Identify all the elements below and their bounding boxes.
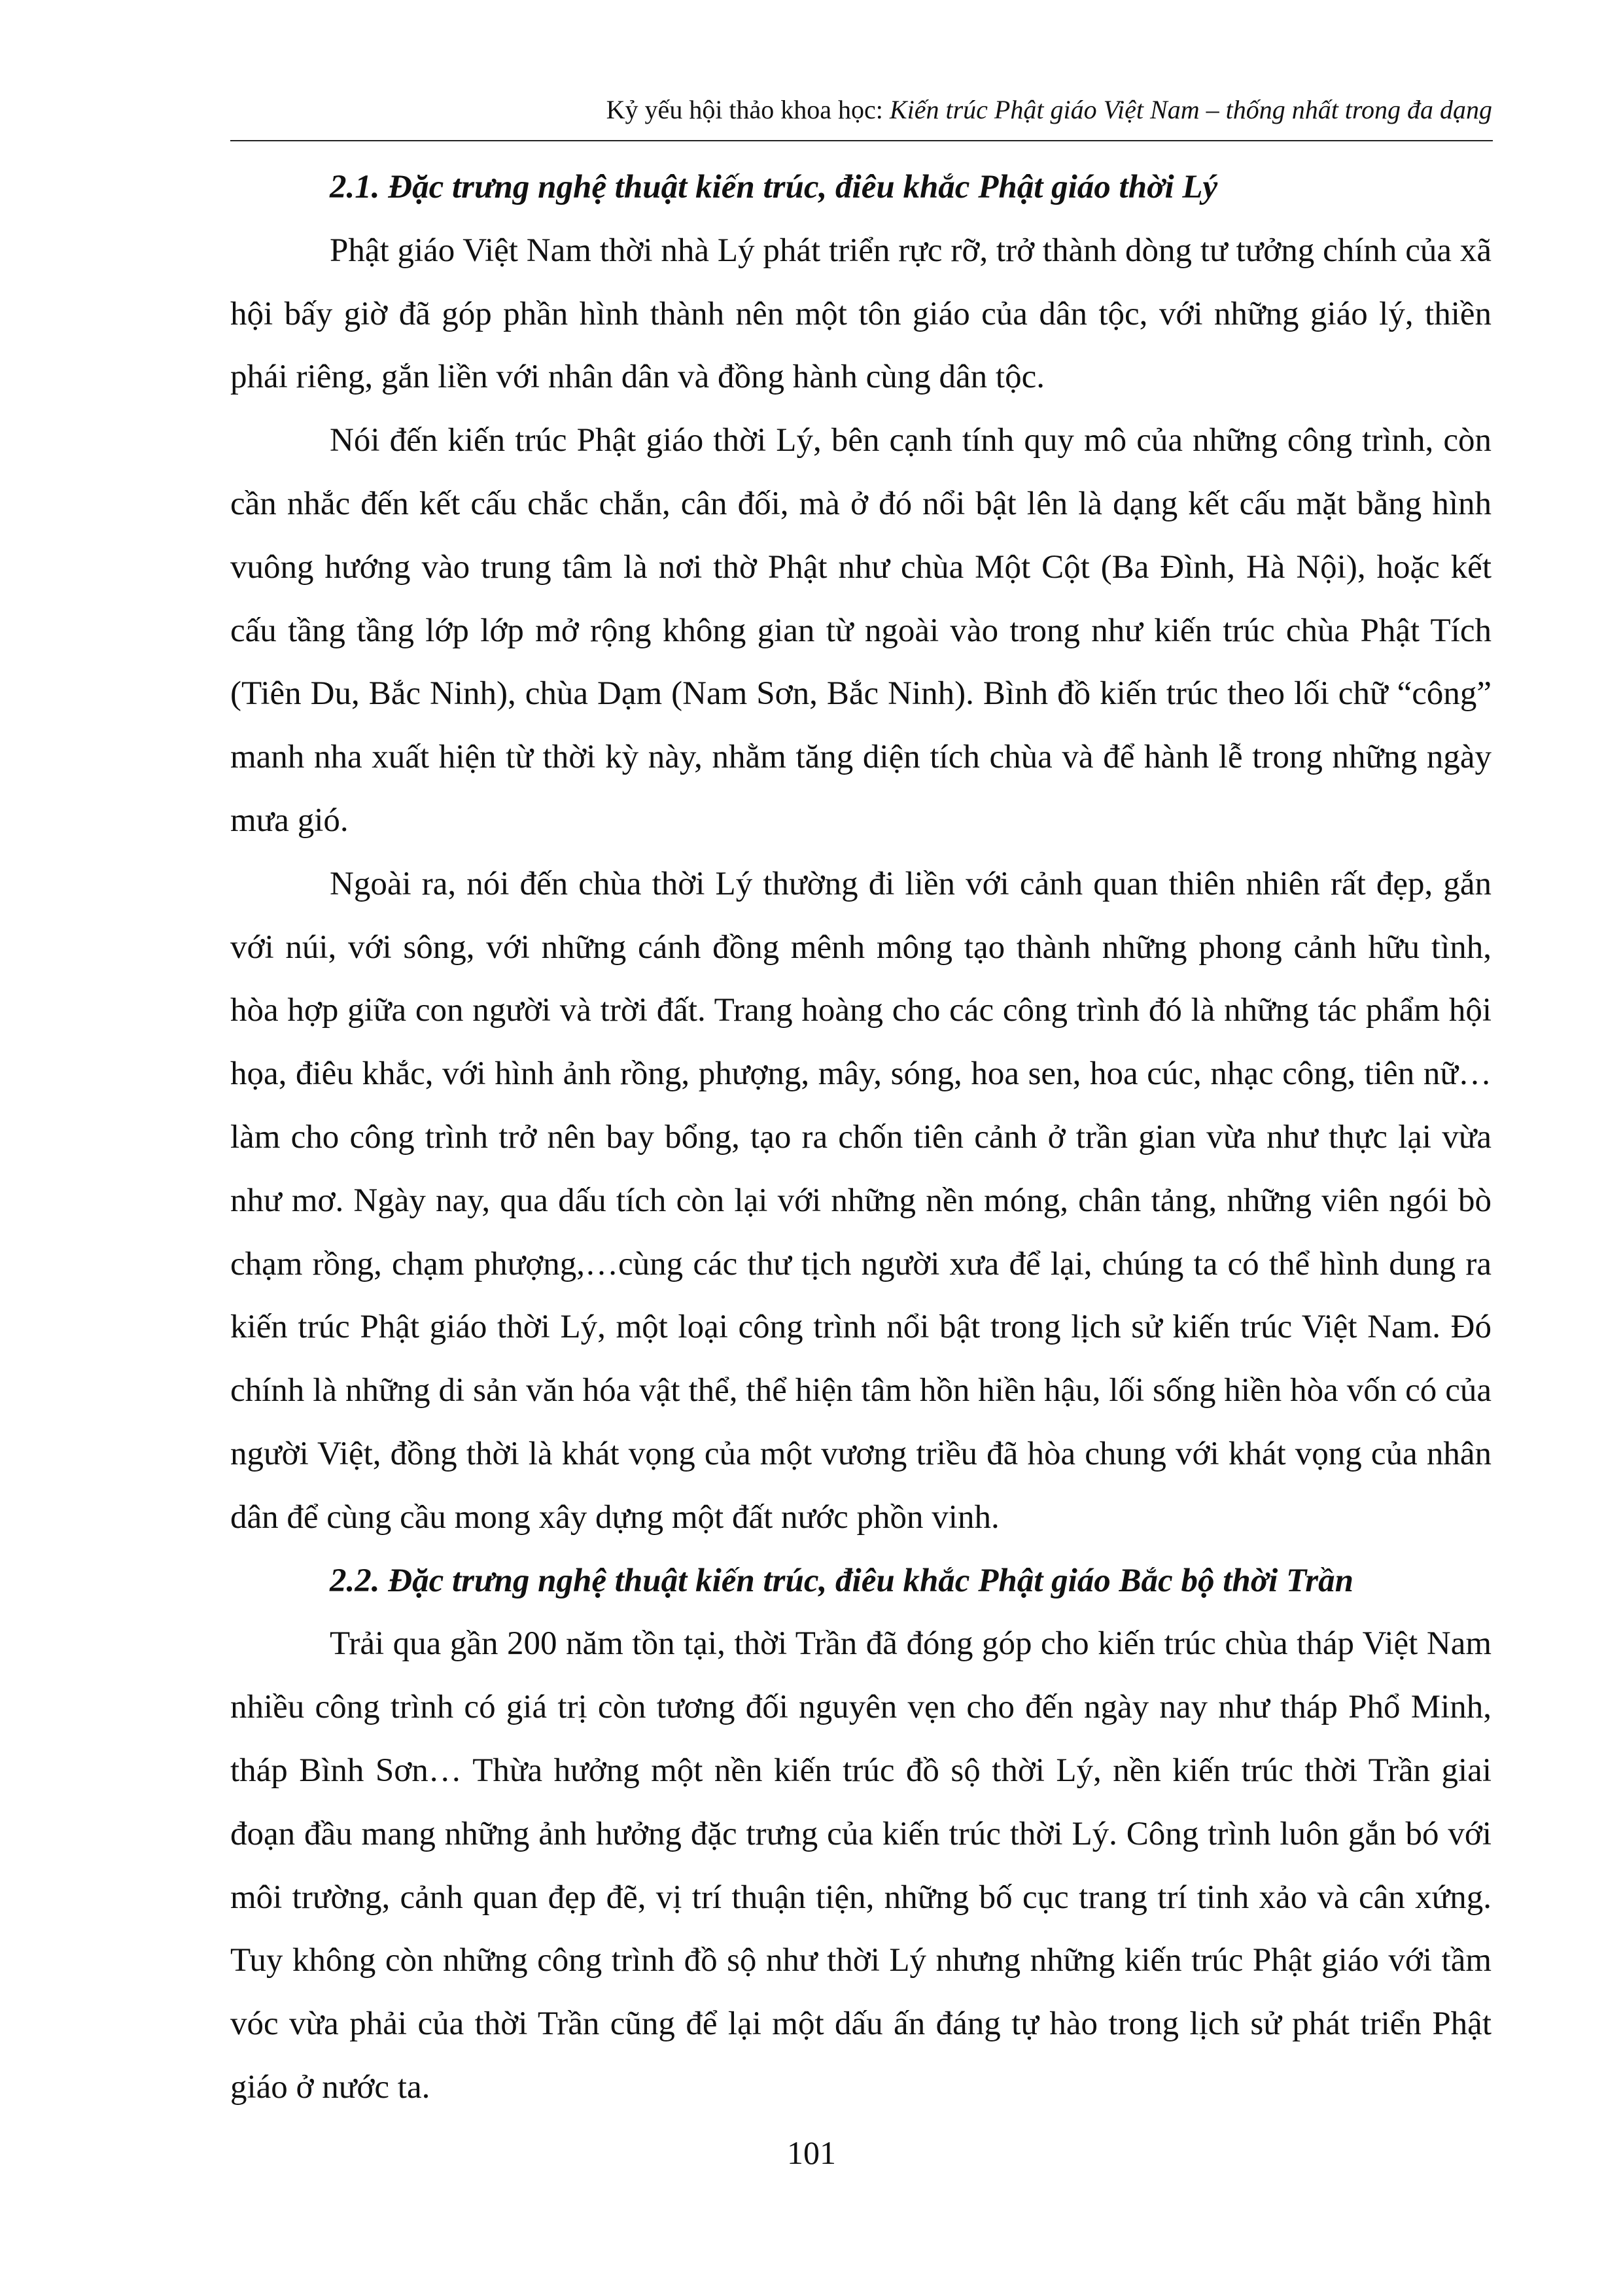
paragraph: Nói đến kiến trúc Phật giáo thời Lý, bên cạnh tính quy mô của những công trình, còn cần nhắc đến kết cấu chắc chắn, cân đối, mà ở đó nổi bật lên là dạng kết cấu mặt bằng hình vuông hướng vào trung tâm là nơi thờ Phật như chùa Một Cột (Ba Đình, Hà Nội), hoặc kết cấu tầng tầng lớp lớp mở rộng không gian từ ngoài vào trong như kiến trúc chùa Phật Tích (Tiên Du, Bắc Ninh), chùa Dạm (Nam Sơn, Bắc Ninh). Bình đồ kiến trúc theo lối chữ “công” manh nha xuất hiện từ thời kỳ này, nhằm tăng diện tích chùa và để hành lễ trong những ngày mưa gió. (230, 422, 1492, 839)
header-rule (230, 140, 1493, 141)
section-heading: 2.2. Đặc trưng nghệ thuật kiến trúc, điêu khắc Phật giáo Bắc bộ thời Trần (330, 1562, 1353, 1599)
paragraph: Phật giáo Việt Nam thời nhà Lý phát triển rực rỡ, trở thành dòng tư tưởng chính của xã hội bấy giờ đã góp phần hình thành nên một tôn giáo của dân tộc, với những giáo lý, thiền phái riêng, gắn liền với nhân dân và đồng hành cùng dân tộc. (230, 232, 1492, 396)
section-ly-dynasty (230, 156, 1492, 1549)
header-prefix: Kỷ yếu hội thảo khoa học: (606, 95, 890, 124)
section-heading: 2.1. Đặc trưng nghệ thuật kiến trúc, điêu khắc Phật giáo thời Lý (330, 169, 1218, 205)
page-number: 101 (787, 2134, 836, 2171)
paragraph: Ngoài ra, nói đến chùa thời Lý thường đi liền với cảnh quan thiên nhiên rất đẹp, gắn với núi, với sông, với những cánh đồng mênh mông tạo thành những phong cảnh hữu tình, hòa hợp giữa con người và trời đất. Trang hoàng cho các công trình đó là những tác phẩm hội họa, điêu khắc, với hình ảnh rồng, phượng, mây, sóng, hoa sen, hoa cúc, nhạc công, tiên nữ… làm cho công trình trở nên bay bổng, tạo ra chốn tiên cảnh ở trần gian vừa như thực lại vừa như mơ. Ngày nay, qua dấu tích còn lại với những nền móng, chân tảng, những viên ngói bò chạm rồng, chạm phượng,…cùng các thư tịch người xưa để lại, chúng ta có thể hình dung ra kiến trúc Phật giáo thời Lý, một loại công trình nổi bật trong lịch sử kiến trúc Việt Nam. Đó chính là những di sản văn hóa vật thể, thể hiện tâm hồn hiền hậu, lối sống hiền hòa vốn có của người Việt, đồng thời là khát vọng của một vương triều đã hòa chung với khát vọng của nhân dân để cùng cầu mong xây dựng một đất nước phồn vinh. (230, 865, 1492, 1536)
paragraph: Trải qua gần 200 năm tồn tại, thời Trần đã đóng góp cho kiến trúc chùa tháp Việt Nam nhiều công trình có giá trị còn tương đối nguyên vẹn cho đến ngày nay như tháp Phổ Minh, tháp Bình Sơn… Thừa hưởng một nền kiến trúc đồ sộ thời Lý, nền kiến trúc thời Trần giai đoạn đầu mang những ảnh hưởng đặc trưng của kiến trúc thời Lý. Công trình luôn gắn bó với môi trường, cảnh quan đẹp đẽ, vị trí thuận tiện, những bố cục trang trí tinh xảo và cân xứng. Tuy không còn những công trình đồ sộ như thời Lý nhưng những kiến trúc Phật giáo với tầm vóc vừa phải của thời Trần cũng để lại một dấu ấn đáng tự hào trong lịch sử phát triển Phật giáo ở nước ta. (230, 1625, 1492, 2106)
section-tran-dynasty (230, 1549, 1492, 2119)
header-title: Kiến trúc Phật giáo Việt Nam – thống nhất trong đa dạng (889, 95, 1492, 124)
page-body (230, 156, 1492, 2119)
running-header (606, 92, 1492, 128)
